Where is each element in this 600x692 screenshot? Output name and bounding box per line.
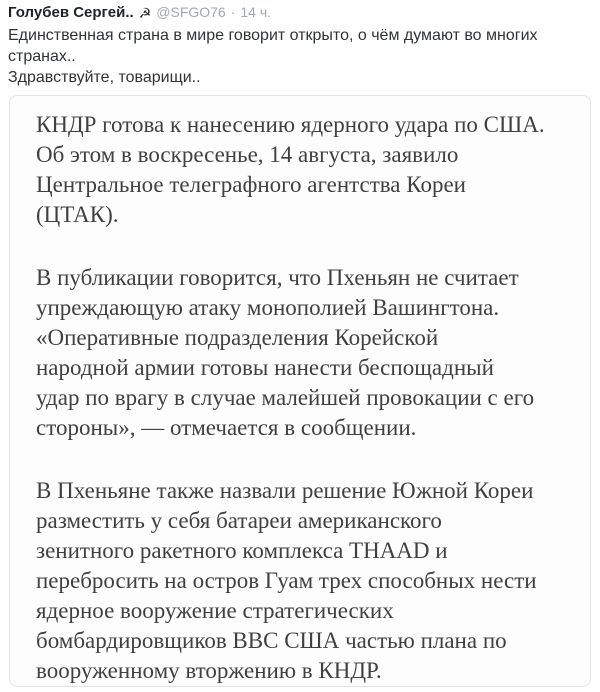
article-text-line: КНДР готова к нанесению ядерного удара по США.: [36, 112, 545, 137]
meta-separator: ·: [230, 4, 236, 20]
tweet-text-line: Единственная страна в мире говорит открыто, о чём думают во многих: [8, 27, 538, 44]
tweet-text-line: Здравствуйте, товарищи..: [8, 69, 201, 86]
tweet-header: [0, 0, 600, 21]
author-name[interactable]: Голубев Сергей..: [8, 4, 134, 21]
article-text-line: Центральное телеграфного агентства Кореи: [36, 172, 466, 197]
article-paragraph: [36, 476, 572, 686]
article-text-line: Об этом в воскресенье, 14 августа, заявило: [36, 142, 459, 167]
article-text-line: стороны», — отмечается в сообщении.: [36, 415, 417, 440]
article-text-line: упреждающую атаку монополией Вашингтона.: [36, 295, 500, 320]
article-text-line: народной армии готовы нанести беспощадный: [36, 355, 494, 380]
article-text-line: В Пхеньяне также назвали решение Южной Кореи: [36, 478, 534, 503]
hammer-sickle-icon: ☭: [138, 5, 152, 21]
article-text-line: (ЦТАК).: [36, 202, 119, 227]
article-text-line: вооруженному вторжению в КНДР.: [36, 658, 382, 683]
author-handle[interactable]: @SFGO76: [156, 4, 226, 20]
article-text-line: перебросить на остров Гуам трех способных нести: [36, 568, 537, 593]
article-text-line: ядерное вооружение стратегических: [36, 598, 394, 623]
article-text-line: зенитного ракетного комплекса THAAD и: [36, 538, 448, 563]
article-text-line: разместить у себя батареи американского: [36, 508, 442, 533]
article-text-line: бомбардировщиков ВВС США частью плана по: [36, 628, 507, 653]
article-text-line: В публикации говорится, что Пхеньян не считает: [36, 265, 519, 290]
article-text-line: «Оперативные подразделения Корейской: [36, 325, 439, 350]
article-paragraph: [36, 110, 572, 230]
article-paragraph: [36, 263, 572, 443]
quoted-article-image[interactable]: [9, 95, 591, 687]
tweet-timestamp[interactable]: 14 ч.: [240, 4, 272, 20]
article-text-line: удар по врагу в случае малейшей провокации с его: [36, 385, 535, 410]
tweet-text: [0, 21, 600, 88]
tweet-text-line: странах..: [8, 48, 76, 65]
